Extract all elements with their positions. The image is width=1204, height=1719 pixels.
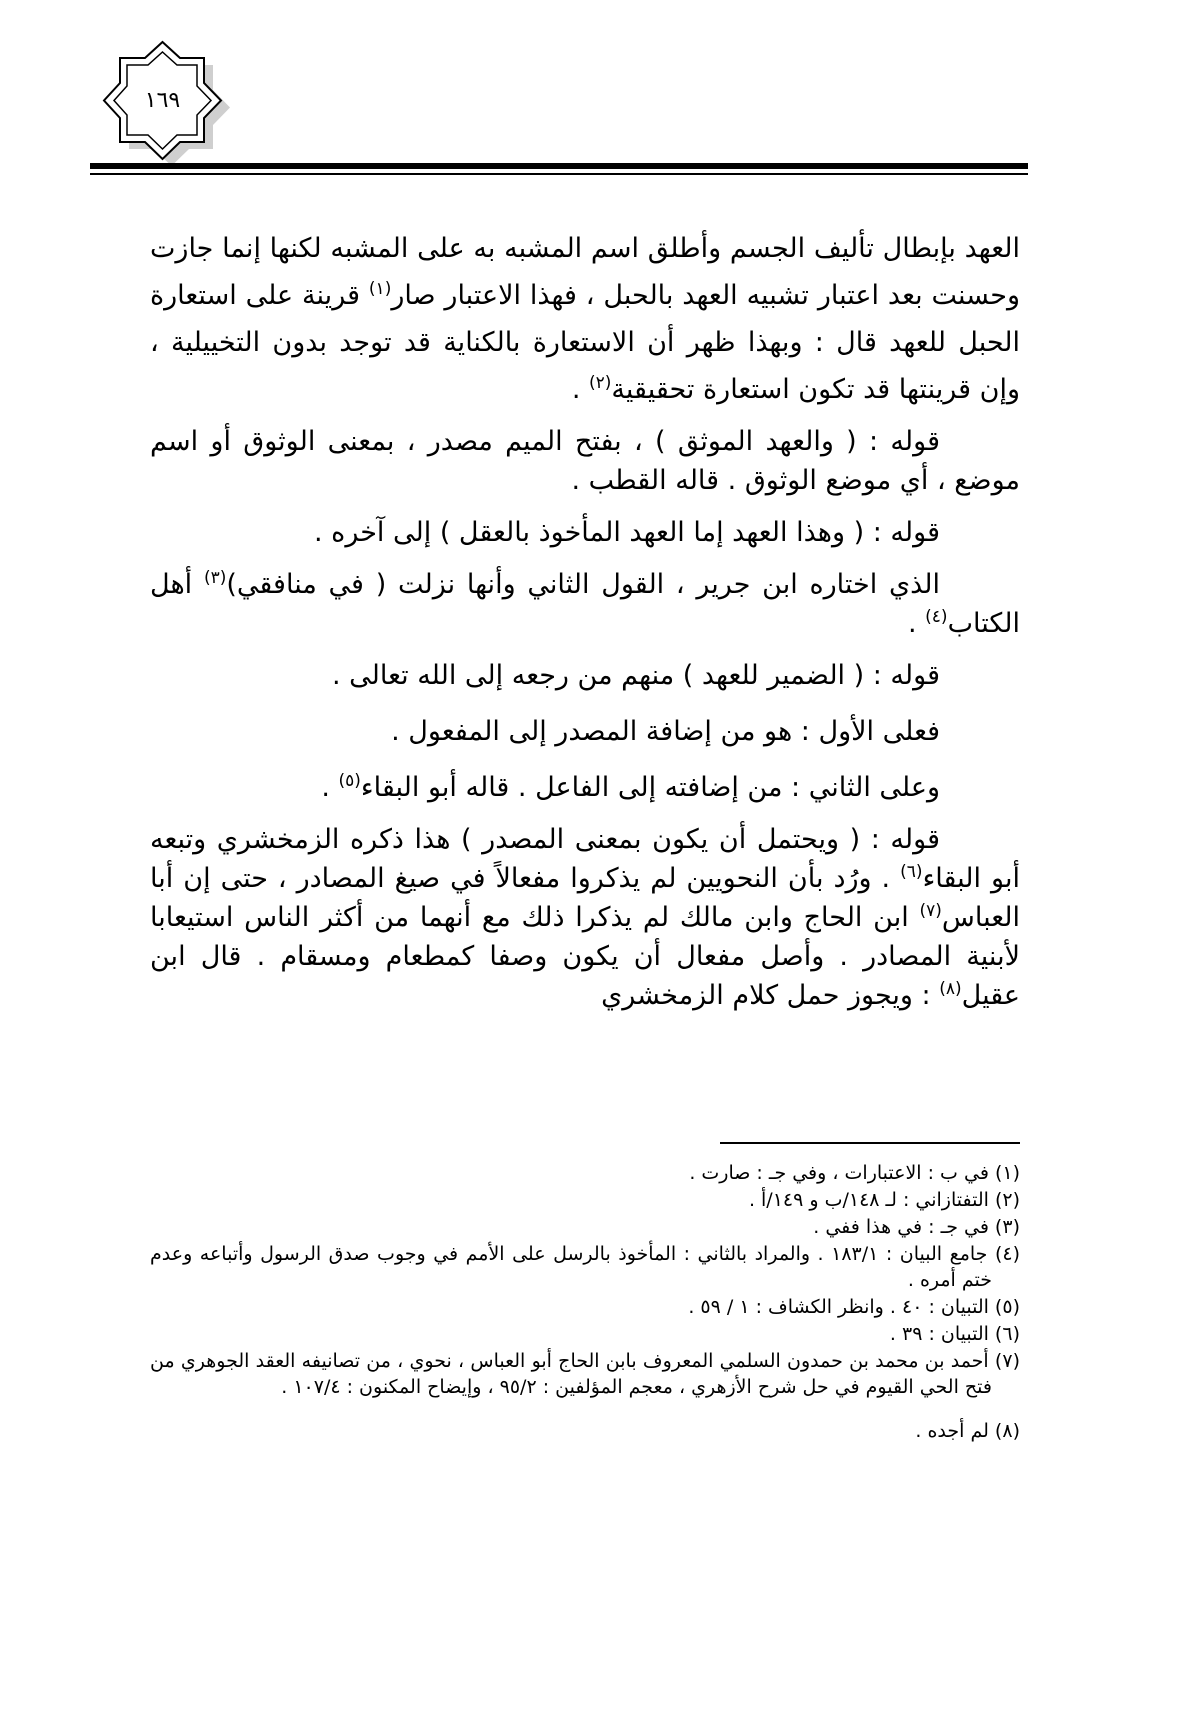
main-text [150, 225, 1020, 1024]
paragraph-4: الذي اختاره ابن جرير ، القول الثاني وأنها نزلت ( في منافقي)$^{(٣)}$ أهل الكتاب$^{(٤)}$ . [150, 568, 1020, 639]
footnote-ref-5: (٥) [338, 771, 361, 791]
paragraph-1: العهد بإبطال تأليف الجسم وأطلق اسم المشبه به على المشبه لكنها إنما جازت وحسنت بعد اعتبار تشبيه العهد بالحبل ، فهذا الاعتبار صار$^{(١)}$ قرينة على استعارة الحبل للعهد قال : وبهذا ظهر أن الاستعارة بالكناية قد توجد بدون التخييلية ، وإن قرينتها قد تكون استعارة تحقيقية$^{(٢)}$ . [150, 233, 1021, 405]
footnote-7: (٧) أحمد بن محمد بن حمدون السلمي المعروف بابن الحاج أبو العباس ، نحوي ، من تصانيفه العقد الجوهري من فتح الحي القيوم في حل شرح الأزهري ، معجم المؤلفين : ٩٥/٢ ، وإيضاح المكنون : ١٠٧/٤ . [150, 1350, 1020, 1398]
paragraph-2: قوله : ( والعهد الموثق ) ، بفتح الميم مصدر ، بمعنى الوثوق أو اسم موضع ، أي موضع الوثوق . قاله القطب . [150, 426, 1020, 496]
footnote-ref-7: (٧) [919, 901, 942, 921]
footnotes [150, 1160, 1020, 1445]
footnote-ref-2: (٢) [588, 373, 612, 393]
footnote-ref-1: (١) [368, 279, 392, 299]
footnote-4: (٤) جامع البيان : ١٨٣/١ . والمراد بالثاني : المأخوذ بالرسل على الأمم في وجوب صدق الرسول وأتباعه وعدم ختم أمره . [150, 1243, 1020, 1291]
header-rule-thick [90, 163, 1028, 169]
footnote-ref-8: (٨) [939, 979, 962, 999]
footnote-ref-4: (٤) [925, 607, 948, 627]
header-rule-thin [90, 173, 1028, 175]
footnote-1: (١) في ب : الاعتبارات ، وفي جـ : صارت . [689, 1162, 1020, 1184]
paragraph-8: قوله : ( ويحتمل أن يكون بمعنى المصدر ) هذا ذكره الزمخشري وتبعه أبو البقاء$^{(٦)}$ . ورُد بأن النحويين لم يذكروا مفعالاً في صيغ المصادر ، حتى إن أبا العباس$^{(٧)}$ ابن الحاج وابن مالك لم يذكرا ذلك مع أنهما من أكثر الناس استيعابا لأبنية المصادر . وأصل مفعال أن يكون وصفا كمطعام ومسقام . قال ابن عقيل$^{(٨)}$ : ويجوز حمل كلام الزمخشري [150, 824, 1020, 1011]
page-number: ١٦٩ [144, 88, 181, 113]
footnote-separator [720, 1142, 1020, 1144]
paragraph-5: قوله : ( الضمير للعهد ) منهم من رجعه إلى الله تعالى . [331, 660, 940, 691]
paragraph-6: فعلى الأول : هو من إضافة المصدر إلى المفعول . [391, 716, 940, 747]
paragraph-3: قوله : ( وهذا العهد إما العهد المأخوذ بالعقل ) إلى آخره . [314, 517, 940, 548]
footnote-5: (٥) التبيان : ٤٠ . وانظر الكشاف : ١ / ٥٩ . [688, 1296, 1020, 1318]
paragraph-7: وعلى الثاني : من إضافته إلى الفاعل . قاله أبو البقاء$^{(٥)}$ . [321, 771, 940, 803]
footnote-ref-6: (٦) [900, 862, 923, 882]
footnote-8: (٨) لم أجده . [915, 1420, 1020, 1442]
page-number-badge [100, 38, 235, 168]
footnote-ref-3: (٣) [203, 568, 227, 588]
footnote-6: (٦) التبيان : ٣٩ . [889, 1323, 1020, 1345]
footnote-2: (٢) التفتازاني : لـ ١٤٨/ب و ١٤٩/أ . [748, 1189, 1020, 1211]
footnote-3: (٣) في جـ : في هذا ففي . [813, 1216, 1020, 1238]
